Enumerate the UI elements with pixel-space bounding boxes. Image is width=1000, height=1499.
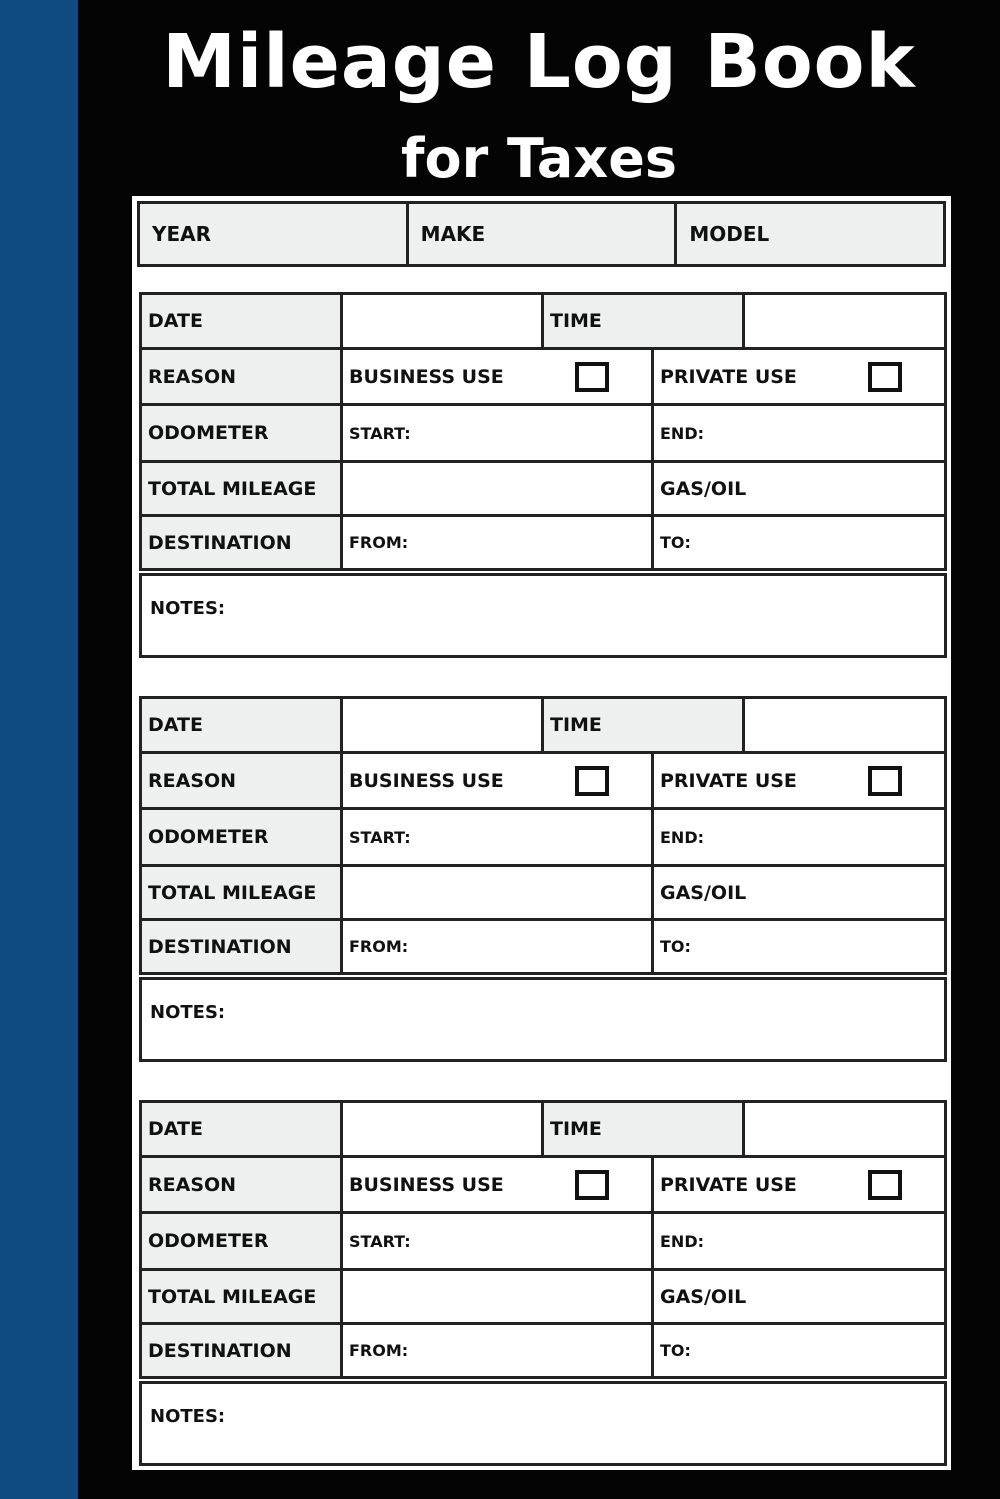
business-use-label: BUSINESS USE <box>349 1173 504 1196</box>
date-label: DATE <box>142 1103 343 1155</box>
date-time-row <box>139 696 947 754</box>
private-use-option[interactable] <box>654 1158 944 1211</box>
notes-field[interactable] <box>139 977 947 1062</box>
reason-label: REASON <box>142 754 343 807</box>
business-use-option[interactable] <box>343 754 654 807</box>
total-mileage-row <box>139 867 947 921</box>
business-use-label: BUSINESS USE <box>349 769 504 792</box>
business-use-option[interactable] <box>343 1158 654 1211</box>
log-entry-2 <box>139 696 947 1062</box>
odometer-end-field[interactable]: END: <box>660 1231 704 1251</box>
odometer-label: ODOMETER <box>142 406 343 460</box>
to-field[interactable]: TO: <box>660 533 691 552</box>
notes-field[interactable] <box>139 1381 947 1466</box>
total-mileage-input[interactable] <box>343 463 654 514</box>
notes-label: NOTES: <box>150 1002 226 1023</box>
destination-label: DESTINATION <box>142 517 343 568</box>
from-field[interactable]: FROM: <box>343 921 654 972</box>
private-use-checkbox[interactable] <box>868 766 902 796</box>
destination-row <box>139 517 947 571</box>
date-time-row <box>139 292 947 350</box>
gas-oil-field[interactable]: GAS/OIL <box>660 477 747 500</box>
total-mileage-label: TOTAL MILEAGE <box>142 1271 343 1322</box>
to-field[interactable]: TO: <box>660 1341 691 1360</box>
total-mileage-input[interactable] <box>343 1271 654 1322</box>
date-input[interactable] <box>343 699 544 751</box>
business-use-checkbox[interactable] <box>575 1170 609 1200</box>
odometer-end-field[interactable]: END: <box>660 423 704 443</box>
time-label: TIME <box>544 295 745 347</box>
year-field[interactable]: YEAR <box>140 204 409 264</box>
odometer-label: ODOMETER <box>142 1214 343 1268</box>
total-mileage-label: TOTAL MILEAGE <box>142 867 343 918</box>
gas-oil-field[interactable]: GAS/OIL <box>660 1285 747 1308</box>
make-field[interactable]: MAKE <box>409 204 678 264</box>
reason-label: REASON <box>142 350 343 403</box>
vehicle-info-row <box>137 201 946 267</box>
reason-row <box>139 754 947 810</box>
reason-row <box>139 1158 947 1214</box>
notes-field[interactable] <box>139 573 947 658</box>
odometer-row <box>139 810 947 867</box>
destination-row <box>139 1325 947 1379</box>
total-mileage-label: TOTAL MILEAGE <box>142 463 343 514</box>
private-use-checkbox[interactable] <box>868 1170 902 1200</box>
destination-row <box>139 921 947 975</box>
from-field[interactable]: FROM: <box>343 1325 654 1376</box>
business-use-checkbox[interactable] <box>575 362 609 392</box>
time-input[interactable] <box>745 295 944 347</box>
date-time-row <box>139 1100 947 1158</box>
cover-title: Mileage Log Book <box>162 19 916 105</box>
total-mileage-row <box>139 1271 947 1325</box>
date-input[interactable] <box>343 1103 544 1155</box>
destination-label: DESTINATION <box>142 1325 343 1376</box>
reason-label: REASON <box>142 1158 343 1211</box>
model-field[interactable]: MODEL <box>689 222 770 246</box>
date-label: DATE <box>142 699 343 751</box>
private-use-label: PRIVATE USE <box>660 365 797 388</box>
book-spine <box>0 0 78 1499</box>
private-use-label: PRIVATE USE <box>660 1173 797 1196</box>
total-mileage-row <box>139 463 947 517</box>
log-entry-3 <box>139 1100 947 1466</box>
destination-label: DESTINATION <box>142 921 343 972</box>
odometer-label: ODOMETER <box>142 810 343 864</box>
total-mileage-input[interactable] <box>343 867 654 918</box>
business-use-label: BUSINESS USE <box>349 365 504 388</box>
odometer-start-field[interactable]: START: <box>343 810 654 864</box>
time-input[interactable] <box>745 699 944 751</box>
cover-subtitle: for Taxes <box>401 127 677 190</box>
odometer-start-field[interactable]: START: <box>343 1214 654 1268</box>
private-use-checkbox[interactable] <box>868 362 902 392</box>
business-use-option[interactable] <box>343 350 654 403</box>
odometer-end-field[interactable]: END: <box>660 827 704 847</box>
from-field[interactable]: FROM: <box>343 517 654 568</box>
notes-label: NOTES: <box>150 598 226 619</box>
odometer-row <box>139 1214 947 1271</box>
date-label: DATE <box>142 295 343 347</box>
time-label: TIME <box>544 699 745 751</box>
private-use-option[interactable] <box>654 754 944 807</box>
private-use-option[interactable] <box>654 350 944 403</box>
notes-label: NOTES: <box>150 1406 226 1427</box>
date-input[interactable] <box>343 295 544 347</box>
business-use-checkbox[interactable] <box>575 766 609 796</box>
gas-oil-field[interactable]: GAS/OIL <box>660 881 747 904</box>
time-label: TIME <box>544 1103 745 1155</box>
time-input[interactable] <box>745 1103 944 1155</box>
private-use-label: PRIVATE USE <box>660 769 797 792</box>
to-field[interactable]: TO: <box>660 937 691 956</box>
odometer-row <box>139 406 947 463</box>
reason-row <box>139 350 947 406</box>
log-entry-1 <box>139 292 947 658</box>
odometer-start-field[interactable]: START: <box>343 406 654 460</box>
